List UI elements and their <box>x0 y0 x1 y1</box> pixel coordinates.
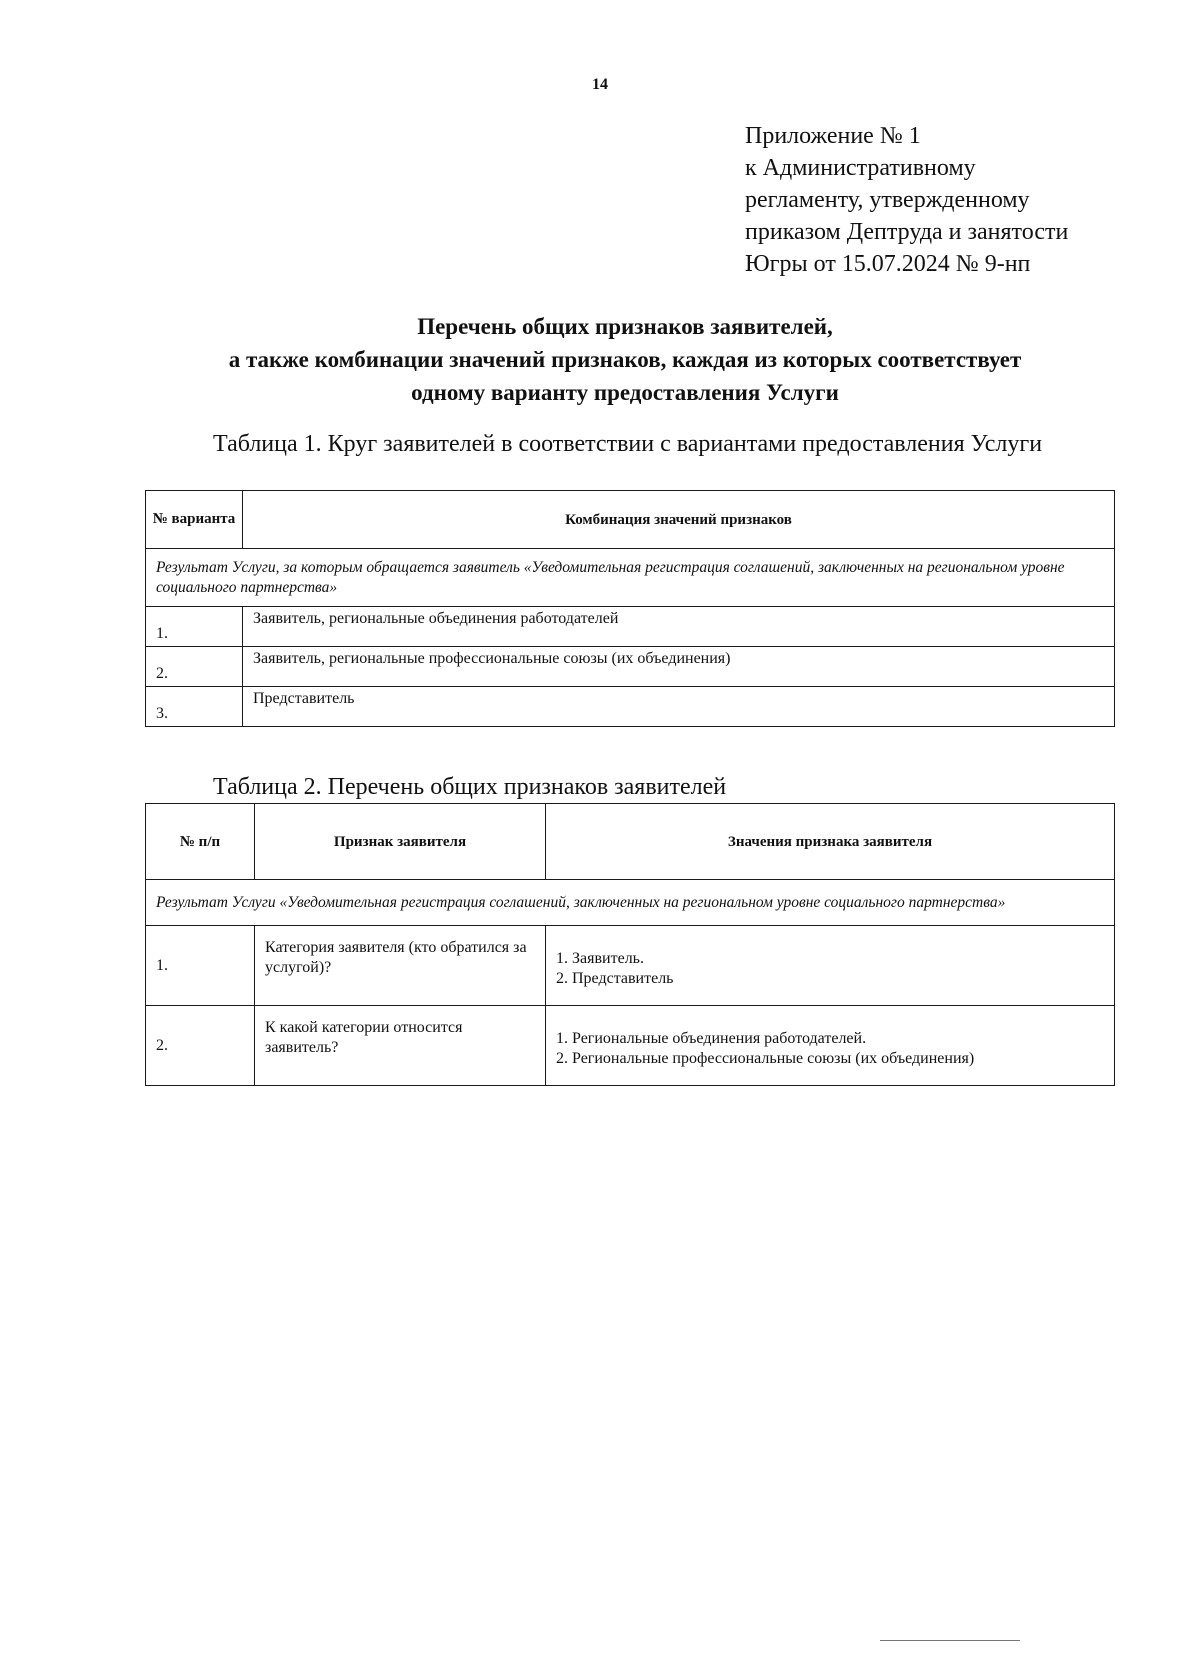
result-note-row <box>146 880 1115 926</box>
appendix-line: к Административному <box>745 155 976 181</box>
table-row <box>146 926 1115 1006</box>
item-number: 1. <box>146 926 255 1006</box>
sign-value: 1. Заявитель. <box>556 950 644 967</box>
scan-artifact-line <box>880 1640 1020 1641</box>
sign-question: Категория заявителя (кто обратился за услугой)? <box>255 926 546 1006</box>
header-sign-values: Значения признака заявителя <box>546 804 1115 880</box>
sign-question: К какой категории относится заявитель? <box>255 1006 546 1086</box>
header-combination: Комбинация значений признаков <box>243 491 1115 549</box>
table-row <box>146 687 1115 727</box>
table-row <box>146 647 1115 687</box>
sign-value: 2. Региональные профессиональные союзы (их объединения) <box>556 1050 975 1067</box>
result-note: Результат Услуги «Уведомительная регистрация соглашений, заключенных на региональном уровне социального партнерства» <box>146 880 1115 926</box>
table1-caption: Таблица 1. Круг заявителей в соответствии с вариантами предоставления Услуги <box>213 431 1043 457</box>
table-header-row <box>146 491 1115 549</box>
page-number: 14 <box>592 76 608 93</box>
table2-applicant-signs <box>145 803 1115 1086</box>
table-row <box>146 607 1115 647</box>
result-note-row <box>146 549 1115 607</box>
table1-applicants-by-variant <box>145 490 1115 727</box>
header-variant-number: № варианта <box>146 491 243 549</box>
title-line: Перечень общих признаков заявителей, <box>417 314 833 339</box>
sign-value: 1. Региональные объединения работодателей. <box>556 1030 867 1047</box>
appendix-line: приказом Дептруда и занятости <box>745 219 1069 245</box>
table2-caption: Таблица 2. Перечень общих признаков заявителей <box>213 774 727 800</box>
sign-value: 2. Представитель <box>556 970 674 987</box>
variant-number: 2. <box>146 647 243 687</box>
table-header-row <box>146 804 1115 880</box>
appendix-line: регламенту, утвержденному <box>745 187 1030 213</box>
header-item-number: № п/п <box>146 804 255 880</box>
appendix-line: Югры от 15.07.2024 № 9-нп <box>745 251 1031 277</box>
header-applicant-sign: Признак заявителя <box>255 804 546 880</box>
variant-number: 1. <box>146 607 243 647</box>
variant-combination: Заявитель, региональные профессиональные союзы (их объединения) <box>243 647 1115 687</box>
result-note: Результат Услуги, за которым обращается заявитель «Уведомительная регистрация соглашений, заключенных на региональном уровне социального партнерства» <box>146 549 1115 607</box>
variant-combination: Заявитель, региональные объединения работодателей <box>243 607 1115 647</box>
variant-number: 3. <box>146 687 243 727</box>
document-title <box>100 310 1150 409</box>
title-line: а также комбинации значений признаков, каждая из которых соответствует <box>228 347 1022 372</box>
table-row <box>146 1006 1115 1086</box>
sign-values <box>546 1006 1115 1086</box>
sign-values <box>546 926 1115 1006</box>
title-line: одному варианту предоставления Услуги <box>411 380 839 405</box>
appendix-line: Приложение № 1 <box>745 123 921 149</box>
appendix-block <box>745 120 1145 280</box>
item-number: 2. <box>146 1006 255 1086</box>
variant-combination: Представитель <box>243 687 1115 727</box>
